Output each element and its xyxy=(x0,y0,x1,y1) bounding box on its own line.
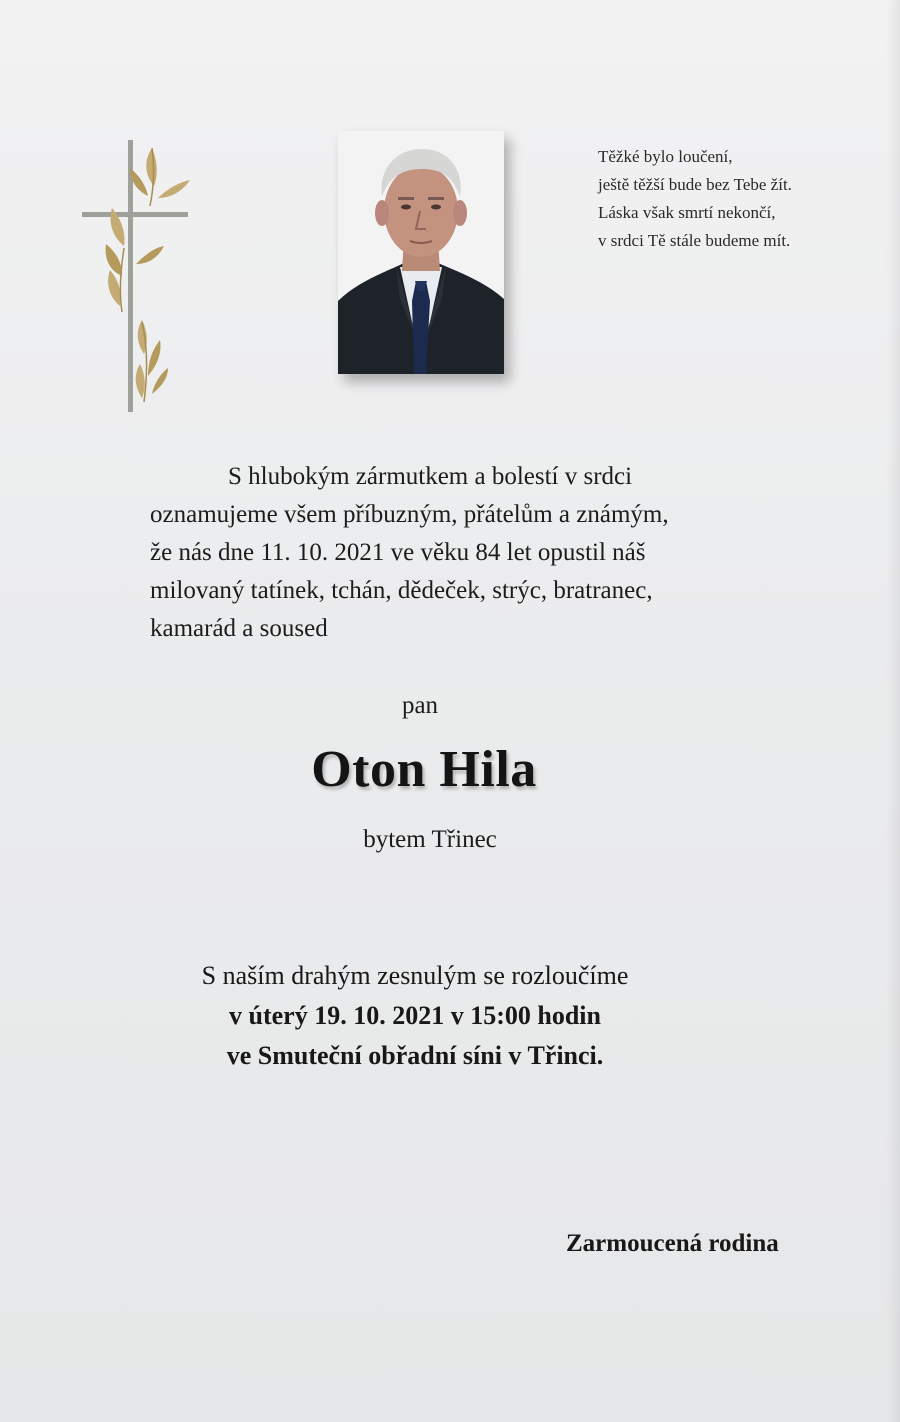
announcement-line: milovaný tatínek, tchán, dědeček, strýc, bratranec, xyxy=(150,577,653,604)
signature: Zarmoucená rodina xyxy=(566,1230,779,1257)
portrait-photo xyxy=(338,131,504,374)
poem-line: Těžké bylo loučení, xyxy=(598,147,733,166)
poem-line: Láska však smrtí nekončí, xyxy=(598,203,776,222)
announcement-line: oznamujeme všem příbuzným, přátelům a známým, xyxy=(150,501,669,528)
residence: bytem Třinec xyxy=(363,826,497,853)
announcement-line: že nás dne 11. 10. 2021 ve věku 84 let opustil náš xyxy=(150,539,646,566)
announcement-line: S hlubokým zármutkem a bolestí v srdci xyxy=(228,463,633,490)
farewell-intro: S naším drahým zesnulým se rozloučíme xyxy=(201,961,629,990)
poem xyxy=(598,143,868,255)
deceased-name: Oton Hila xyxy=(311,741,537,798)
poem-line: v srdci Tě stále budeme mít. xyxy=(598,231,791,250)
farewell-info xyxy=(0,956,830,1076)
portrait-image xyxy=(338,131,504,374)
farewell-datetime: v úterý 19. 10. 2021 v 15:00 hodin xyxy=(229,1001,601,1030)
farewell-place: ve Smuteční obřadní síni v Třinci. xyxy=(226,1041,604,1070)
cross-with-laurel-icon xyxy=(78,136,198,416)
poem-line: ještě těžší bude bez Tebe žít. xyxy=(598,175,792,194)
honorific: pan xyxy=(401,692,439,719)
announcement-text xyxy=(150,458,810,648)
announcement-line: kamarád a soused xyxy=(150,615,328,642)
